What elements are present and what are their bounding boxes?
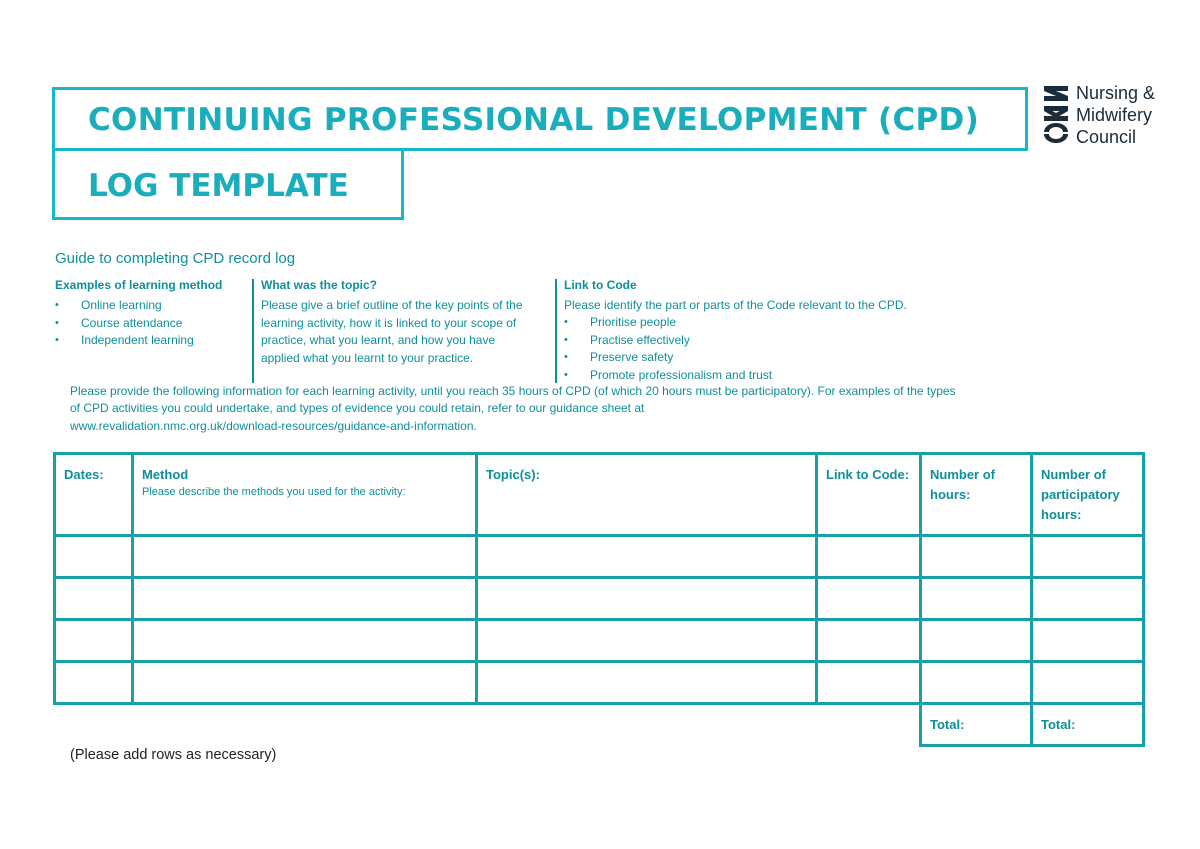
header-link-to-code: Link to Code:: [817, 454, 921, 536]
topic-cell[interactable]: [477, 578, 817, 620]
hours-cell[interactable]: [921, 620, 1032, 662]
guide-title: Guide to completing CPD record log: [55, 250, 296, 267]
topic-cell[interactable]: [477, 662, 817, 704]
column-divider: [252, 279, 254, 383]
nmc-logo-mark: [1042, 82, 1070, 148]
instructions-paragraph: [70, 383, 1020, 435]
totals-row: [55, 704, 1144, 746]
header-hours: Number of hours:: [921, 454, 1032, 536]
header-dates: Dates:: [55, 454, 133, 536]
list-item: • Online learning: [55, 297, 194, 315]
method-label: Method: [142, 467, 189, 482]
add-rows-note: (Please add rows as necessary): [70, 747, 277, 763]
header-participatory-hours: Number of participatory hours:: [1032, 454, 1144, 536]
guidance-link[interactable]: www.revalidation.nmc.org.uk/download-resources/guidance-and-information.: [70, 418, 477, 433]
total-hours-cell[interactable]: [921, 704, 1032, 746]
empty-cell: [817, 704, 921, 746]
list-item: • Independent learning: [55, 332, 194, 350]
list-item: • Prioritise people: [564, 314, 772, 332]
date-cell[interactable]: [55, 662, 133, 704]
link-code-cell[interactable]: [817, 620, 921, 662]
date-cell[interactable]: [55, 620, 133, 662]
total-participatory-cell[interactable]: [1032, 704, 1144, 746]
logo-line-2: Midwifery: [1076, 105, 1153, 125]
column-divider: [555, 279, 557, 383]
hours-cell[interactable]: [921, 578, 1032, 620]
list-item: • Practise effectively: [564, 332, 772, 350]
topic-heading: What was the topic?: [261, 278, 378, 292]
nmc-logo: [1042, 82, 1172, 152]
topic-line: applied what you learnt to your practice.: [261, 350, 474, 365]
topic-line: learning activity, how it is linked to your scope of: [261, 315, 517, 330]
link-to-code-heading: Link to Code: [564, 278, 637, 292]
empty-cell: [133, 704, 477, 746]
participatory-cell[interactable]: [1032, 620, 1144, 662]
hours-cell[interactable]: [921, 662, 1032, 704]
list-item: • Promote professionalism and trust: [564, 367, 772, 385]
total-participatory-label: Total:: [1041, 717, 1076, 732]
learning-method-list: [55, 297, 194, 350]
method-cell[interactable]: [133, 662, 477, 704]
cpd-log-table: [53, 452, 1145, 747]
method-cell[interactable]: [133, 536, 477, 578]
learning-method-heading: Examples of learning method: [55, 278, 223, 292]
empty-cell: [477, 704, 817, 746]
header-topics: Topic(s):: [477, 454, 817, 536]
link-code-cell[interactable]: [817, 578, 921, 620]
table-row: [55, 662, 1144, 704]
table-row: [55, 578, 1144, 620]
header-method: [133, 454, 477, 536]
topic-cell[interactable]: [477, 536, 817, 578]
page-title: CONTINUING PROFESSIONAL DEVELOPMENT (CPD): [88, 102, 980, 138]
topic-cell[interactable]: [477, 620, 817, 662]
topic-description: [261, 297, 551, 367]
method-description: Please describe the methods you used for the activity:: [142, 486, 406, 498]
code-list: [564, 314, 772, 384]
link-to-code-intro: Please identify the part or parts of the Code relevant to the CPD.: [564, 298, 907, 312]
total-hours-label: Total:: [930, 717, 965, 732]
date-cell[interactable]: [55, 578, 133, 620]
link-code-cell[interactable]: [817, 662, 921, 704]
method-cell[interactable]: [133, 578, 477, 620]
method-cell[interactable]: [133, 620, 477, 662]
participatory-cell[interactable]: [1032, 578, 1144, 620]
paragraph-line: Please provide the following information for each learning activity, until you reach 35 hours of CPD (of which 20 hours must be participatory). For examples of the types: [70, 384, 956, 398]
link-code-cell[interactable]: [817, 536, 921, 578]
list-item: • Preserve safety: [564, 349, 772, 367]
hours-cell[interactable]: [921, 536, 1032, 578]
table-row: [55, 620, 1144, 662]
table-header-row: [55, 454, 1144, 536]
participatory-cell[interactable]: [1032, 662, 1144, 704]
topic-line: Please give a brief outline of the key points of the: [261, 298, 523, 312]
table-row: [55, 536, 1144, 578]
logo-line-3: Council: [1076, 127, 1137, 147]
page-subtitle: LOG TEMPLATE: [88, 168, 349, 204]
empty-cell: [55, 704, 133, 746]
list-item: • Course attendance: [55, 315, 194, 333]
topic-line: practice, what you learnt, and how you have: [261, 333, 496, 347]
paragraph-line: of CPD activities you could undertake, and types of evidence you could retain, refer to our guidance sheet at: [70, 401, 645, 416]
date-cell[interactable]: [55, 536, 133, 578]
participatory-cell[interactable]: [1032, 536, 1144, 578]
logo-line-1: Nursing &: [1076, 83, 1156, 103]
